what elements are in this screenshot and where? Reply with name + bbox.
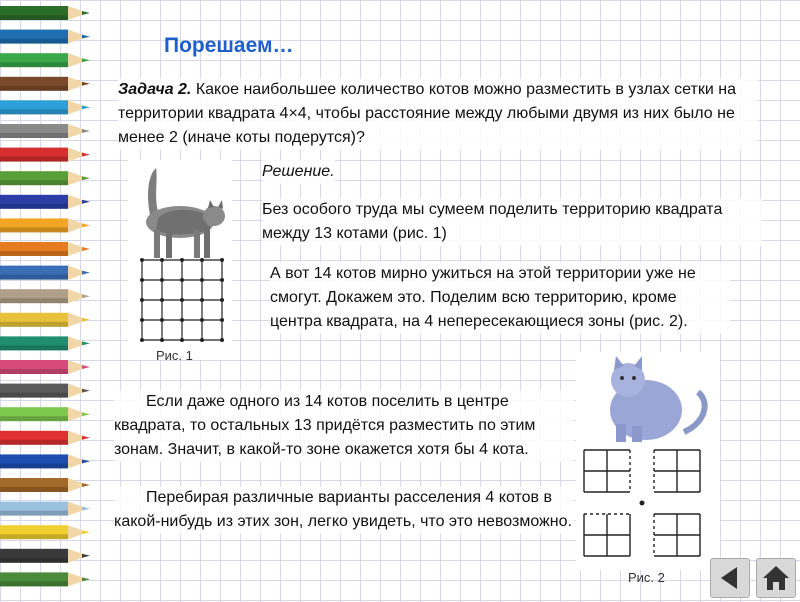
pencil-shape <box>0 534 68 539</box>
pencil-shape <box>0 109 68 114</box>
pencil-shape <box>82 389 90 393</box>
pencil-shape <box>82 200 90 204</box>
pencil-shape <box>0 487 68 492</box>
pencil-shape <box>82 341 90 345</box>
figure-2-label: Рис. 2 <box>628 570 665 585</box>
pencil-shape <box>0 369 68 374</box>
home-icon <box>757 559 795 597</box>
pencil-shape <box>82 412 90 416</box>
pencil-shape <box>0 511 68 516</box>
task-text <box>118 78 758 150</box>
pencil-shape <box>0 275 68 280</box>
pencil-shape <box>0 345 68 350</box>
home-button[interactable] <box>756 558 796 598</box>
pencil-shape <box>82 554 90 558</box>
pencil-shape <box>0 227 68 232</box>
pencil-shape <box>0 133 68 138</box>
center-point <box>640 501 645 506</box>
pencil-shape <box>82 105 90 109</box>
paragraph-1: Без особого труда мы сумеем поделить территорию квадрата между 13 котами (рис. 1) <box>262 198 762 246</box>
pencil-shape <box>82 436 90 440</box>
task-body: Какое наибольшее количество котов можно разместить в узлах сетки на территории квадрата 4×4, чтобы расстояние между любыми двумя из них было не менее 2 (иначе коты подерутся)? <box>118 81 736 146</box>
solution-label: Решение. <box>262 160 335 184</box>
pencils-decoration <box>0 0 100 600</box>
figure-2 <box>576 352 720 570</box>
pencil-shape <box>82 577 90 581</box>
pencil-shape <box>82 223 90 227</box>
pencil-shape <box>82 365 90 369</box>
task-label: Задача 2. <box>118 81 192 98</box>
pencil-shape <box>0 393 68 398</box>
pencil-shape <box>0 581 68 586</box>
cat-illustration-1 <box>146 168 225 258</box>
pencil-shape <box>0 416 68 421</box>
pencil-shape <box>82 271 90 275</box>
paragraph-3: Если даже одного из 14 котов поселить в центре квадрата, то остальных 13 придётся разместить по этим зонам. Значит, в какой-то зоне окажется хотя бы 4 кота. <box>114 390 574 462</box>
figure-1 <box>128 160 232 360</box>
figure-2-panel <box>576 352 720 570</box>
pencil-shape <box>0 62 68 67</box>
pencil-shape <box>82 294 90 298</box>
pencil-shape <box>0 440 68 445</box>
pencil-shape <box>82 507 90 511</box>
pencil-shape <box>82 247 90 251</box>
pencil-shape <box>82 459 90 463</box>
pencil-shape <box>82 58 90 62</box>
pencil-shape <box>0 298 68 303</box>
back-button[interactable] <box>710 558 750 598</box>
pencil-shape <box>0 558 68 563</box>
figure-1-panel <box>128 160 232 360</box>
pencil-shape <box>0 180 68 185</box>
figure-1-label: Рис. 1 <box>156 348 193 363</box>
pencil-shape <box>0 15 68 20</box>
pencil-shape <box>82 35 90 39</box>
pencil-shape <box>82 153 90 157</box>
pencil-shape <box>0 322 68 327</box>
pencil-shape <box>82 82 90 86</box>
pencil-shape <box>0 251 68 256</box>
pencil-shape <box>0 86 68 91</box>
pencil-shape <box>0 463 68 468</box>
pencil-shape <box>82 11 90 15</box>
paragraph-4: Перебирая различные варианты расселения 4 котов в какой-нибудь из этих зон, легко увидеть, что это невозможно. <box>114 486 574 534</box>
cat-illustration-2 <box>610 356 705 442</box>
back-icon <box>711 559 749 597</box>
pencil-shape <box>0 204 68 209</box>
pencil-shape <box>82 129 90 133</box>
pencil-shape <box>82 530 90 534</box>
paragraph-2: А вот 14 котов мирно ужиться на этой территории уже не смогут. Докажем это. Поделим всю территорию, кроме центра квадрата, на 4 непересекающиеся зоны (рис. 2). <box>270 262 730 334</box>
pencil-shape <box>82 483 90 487</box>
pencil-shape <box>82 318 90 322</box>
pencil-shape <box>82 176 90 180</box>
page-title: Порешаем… <box>164 34 294 57</box>
pencil-shape <box>0 39 68 44</box>
pencil-shape <box>0 157 68 162</box>
